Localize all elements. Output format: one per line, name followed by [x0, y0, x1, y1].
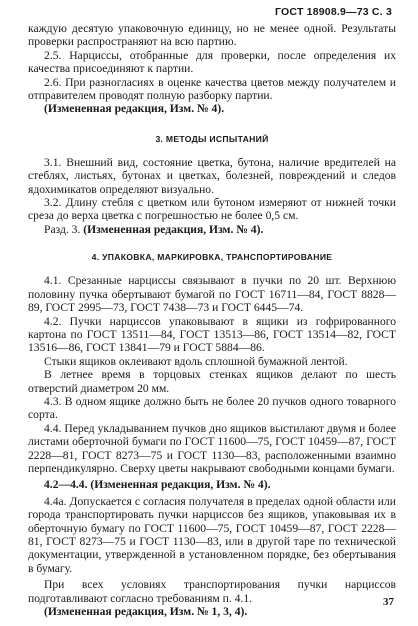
paragraph-summer-holes: В летнее время в торцовых стенках ящиков делают по шесть отверстий диаметром 20 мм.: [28, 368, 396, 395]
page-content: [28, 22, 396, 618]
amendment-note-final: (Измененная редакция, Изм. № 1, 3, 4).: [44, 605, 248, 619]
amendment-text: (Измененная редакция, Изм. № 4).: [83, 222, 264, 236]
paragraph-4-4: 4.4. Перед укладыванием пучков дно ящиков выстилают двумя и более листами оберточной бумаги по ГОСТ 11600—75, ГОСТ 10459—87, ГОСТ 2228—81, ГОСТ 8273—75 и ГОСТ 1130—83, расположенными взаимно перпендикулярно. Сверху цветы накрывают свободными концами бумаги.: [28, 421, 396, 475]
amendment-note-4-2-4-4: 4.2—4.4. (Измененная редакция, Изм. № 4).: [44, 478, 271, 492]
paragraph-3-2: 3.2. Длину стебля с цветком или бутоном измеряют от нижней точки среза до верха цветка с погрешностью не более 0,5 см.: [28, 196, 396, 223]
section-4-heading: 4. УПАКОВКА, МАРКИРОВКА, ТРАНСПОРТИРОВАНИЕ: [91, 252, 333, 263]
paragraph-4-3: 4.3. В одном ящике должно быть не более 20 пучков одного товарного сорта.: [28, 394, 396, 422]
amendment-note-section3: [28, 223, 396, 236]
paragraph-2-5: 2.5. Нарциссы, отобранные для проверки, после определения их качества присоединяют к партии.: [28, 48, 396, 76]
amendment-note-section2: (Измененная редакция, Изм. № 4).: [44, 102, 225, 116]
section-3-heading: 3. МЕТОДЫ ИСПЫТАНИЙ: [155, 133, 269, 144]
amendment-prefix: Разд. 3.: [44, 222, 81, 236]
paragraph-transport-conditions: При всех условиях транспортирования пучки нарциссов подготавливают согласно требованиям п. 4.1.: [28, 578, 396, 605]
paragraph-continued: каждую десятую упаковочную единицу, но не менее одной. Результаты проверки распространяют на всю партию.: [28, 22, 396, 49]
paragraph-3-1: 3.1. Внешний вид, состояние цветка, бутона, наличие вредителей на стеблях, листьях, бутонах и цветках, болезней, повреждений и следов ядохимикатов определяют визуально.: [28, 155, 396, 196]
page-number: 37: [383, 596, 394, 608]
paragraph-4-1: 4.1. Срезанные нарциссы связывают в пучки по 20 шт. Верхнюю половину пучка обертывают бумагой по ГОСТ 16711—84, ГОСТ 8828—89, ГОСТ 2995—73, ГОСТ 7438—73 и ГОСТ 6445—74.: [28, 274, 396, 315]
paragraph-4-2: 4.2. Пучки нарциссов упаковывают в ящики из гофрированного картона по ГОСТ 13511—84, ГОСТ 13513—86, ГОСТ 13514—82, ГОСТ 13516—86, ГОСТ 13841—79 и ГОСТ 5884—86.: [28, 314, 396, 355]
paragraph-2-6: 2.6. При разногласиях в оценке качества цветов между получателем и отправителем проводят полную разборку партии.: [28, 75, 396, 103]
paragraph-4-4a: 4.4а. Допускается с согласия получателя в пределах одной области или города транспортировать пучки нарциссов без ящиков, упаковывая их в оберточную бумагу по ГОСТ 11600—75, ГОСТ 10459—87, ГОСТ 2228—81, ГОСТ 8273—75 и ГОСТ 1130—83, или в другой таре по технической документации, утвержденной в установленном порядке, без обертывания в бумагу.: [28, 494, 396, 575]
page-header: ГОСТ 18908.9—73 С. 3: [275, 6, 392, 18]
paragraph-joints: Стыки ящиков оклеивают вдоль сплошной бумажной лентой.: [44, 354, 348, 368]
